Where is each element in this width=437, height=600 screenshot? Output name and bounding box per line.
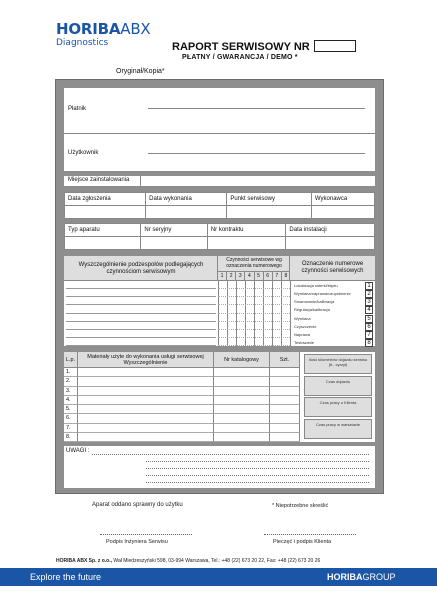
operations-row-line: [66, 321, 216, 322]
user-section: [64, 133, 375, 171]
handed-over-text: Aparat oddano sprawny do użytku: [92, 502, 183, 508]
remarks-line[interactable]: [146, 482, 369, 483]
install-date-text: Data instalacji: [289, 226, 327, 233]
workshop-time-box[interactable]: Czas pracy w warsztacie: [304, 419, 372, 439]
remarks-line[interactable]: [146, 461, 369, 462]
tagline: Explore the future: [30, 572, 102, 582]
lp-header: L.p.: [64, 352, 78, 368]
materials-desc-field[interactable]: [78, 414, 214, 423]
legend-label: Lokalizacja usterki/błędu: [294, 283, 338, 288]
legend-number-box: 1: [365, 282, 373, 290]
serial-number-field[interactable]: [141, 237, 207, 250]
operations-desc-header-text: Wyszczególnienie podzespołów podlegających czynnościom serwisowym: [78, 262, 204, 275]
quantity-field[interactable]: [270, 424, 300, 433]
device-type-label: [65, 224, 141, 237]
service-point-text: Punkt serwisowy: [230, 195, 275, 202]
operation-number-1: 1: [220, 273, 224, 279]
operation-number-4: 4: [244, 272, 253, 280]
operations-number-row: [218, 271, 290, 280]
quantity-field[interactable]: [270, 405, 300, 414]
execution-date-label: [146, 193, 227, 206]
operation-number-5: 5: [254, 272, 263, 280]
operations-check-row: [218, 304, 290, 305]
operations-grid[interactable]: [64, 281, 290, 346]
legend-number-box: 3: [365, 298, 373, 306]
company-address: [56, 558, 320, 564]
remarks-line[interactable]: [146, 468, 369, 469]
travel-time-box[interactable]: Czas dojazdu: [304, 376, 372, 396]
catalog-number-field[interactable]: [214, 424, 270, 433]
quantity-field[interactable]: [270, 433, 300, 442]
materials-row-number: 6.: [64, 414, 78, 423]
operations-check-row: [218, 345, 290, 346]
legend-label: Smarowanie/kalibracja: [294, 299, 335, 305]
payer-label: Płatnik: [68, 106, 87, 112]
operations-check-row: [218, 321, 290, 322]
remarks-field[interactable]: [64, 446, 375, 488]
catalog-number-field[interactable]: [214, 387, 270, 396]
legend-label: Testowanie: [294, 339, 315, 345]
serial-number-text: Nr seryjny: [144, 226, 172, 233]
materials-table: [64, 352, 300, 442]
operation-number-3: 3: [235, 272, 244, 280]
operations-check-row: [218, 313, 290, 314]
engineer-signature-line[interactable]: [100, 534, 192, 535]
materials-row-number: 2.: [64, 377, 78, 386]
user-label: Użytkownik: [68, 150, 99, 156]
materials-row-number: 7.: [64, 424, 78, 433]
quantity-field[interactable]: [270, 396, 300, 405]
dates-table: [64, 192, 375, 219]
technician-label: [311, 193, 374, 206]
operations-legend-header: [290, 256, 375, 281]
operations-row-line: [66, 337, 216, 338]
logo-wordmark: [56, 22, 151, 37]
legend-label: Wymiana: [294, 315, 311, 321]
operations-check-row: [218, 296, 290, 297]
catalog-number-field[interactable]: [214, 414, 270, 423]
materials-row-number: 1.: [64, 368, 78, 377]
operation-number-8: 8: [281, 272, 290, 280]
operations-check-row: [218, 329, 290, 330]
original-copy-label: Oryginał/Kopia*: [116, 68, 165, 75]
legend-label: Naprawa: [294, 331, 311, 337]
operations-row-line: [66, 329, 216, 330]
operations-row-line: [66, 304, 216, 305]
horiba-abx-logo: [56, 22, 151, 48]
materials-desc-field[interactable]: [78, 396, 214, 405]
contract-number-label: [207, 224, 286, 237]
legend-number-box: 7: [365, 331, 373, 339]
operation-number-6: 6: [263, 272, 272, 280]
serial-number-label: [141, 224, 207, 237]
operations-row-line: [66, 313, 216, 314]
report-subtitle: PŁATNY / GWARANCJA / DEMO *: [182, 54, 298, 61]
group-text: GROUP: [362, 572, 396, 582]
company-name: HORIBA ABX Sp. z o.o.,: [56, 558, 113, 564]
remarks-label: UWAGI :: [66, 448, 90, 454]
operations-check-row: [218, 288, 290, 289]
device-table: [64, 223, 375, 250]
legend-number-box: 5: [365, 315, 373, 323]
materials-row-number: 5.: [64, 405, 78, 414]
legend-label: Regulacja/kalibracja: [294, 307, 330, 313]
catalog-number-field[interactable]: [214, 433, 270, 442]
operations-legend: [290, 281, 375, 346]
technician-text: Wykonawca: [314, 195, 348, 202]
service-point-field[interactable]: [227, 206, 312, 219]
install-location-label: Miejsce zainstalowania: [68, 177, 130, 183]
execution-date-text: Data wykonania: [149, 195, 192, 202]
horiba-group-logo: [327, 572, 396, 582]
materials-desc-field[interactable]: [78, 387, 214, 396]
logo-suffix-text: ABX: [120, 20, 151, 38]
legend-number-box: 8: [365, 339, 373, 347]
operation-number-7: 7: [272, 272, 281, 280]
catalog-number-header: Nr katalogowy: [214, 352, 270, 368]
materials-desc-field[interactable]: [78, 405, 214, 414]
operation-number-2: 2: [226, 272, 235, 280]
install-date-field[interactable]: [286, 237, 375, 250]
catalog-number-field[interactable]: [214, 405, 270, 414]
technician-field[interactable]: [311, 206, 374, 219]
client-work-time-box[interactable]: Czas pracy u Klienta: [304, 397, 372, 417]
materials-desc-field[interactable]: [78, 433, 214, 442]
group-bold-text: HORIBA: [327, 572, 363, 582]
operations-numbered-header: [218, 256, 290, 281]
materials-desc-field[interactable]: [78, 368, 214, 377]
operations-numbered-header-text: Czynności serwisowe wg oznaczenia numerowego: [226, 257, 282, 269]
legend-label: Wymiana/naprawa/uzupełnienie: [294, 291, 351, 297]
legend-number-box: 4: [365, 306, 373, 314]
materials-desc-field[interactable]: [78, 424, 214, 433]
quantity-field[interactable]: [270, 387, 300, 396]
materials-desc-header: Materiały użyte do wykonania usługi serwisowej Wyszczególnienie: [78, 352, 214, 368]
remarks-section: [64, 446, 375, 488]
service-point-label: [227, 193, 312, 206]
operations-row-line: [66, 296, 216, 297]
device-type-field[interactable]: [65, 237, 141, 250]
client-signature-label: Pieczęć i podpis Klienta: [273, 539, 332, 545]
materials-row-number: 3.: [64, 387, 78, 396]
quantity-field[interactable]: [270, 368, 300, 377]
materials-section: [64, 352, 375, 442]
materials-row-number: 8.: [64, 433, 78, 442]
payer-field[interactable]: [148, 108, 365, 109]
catalog-number-field[interactable]: [214, 377, 270, 386]
logo-main-text: HORIBA: [56, 20, 121, 38]
legend-number-box: 2: [365, 290, 373, 298]
execution-date-field[interactable]: [146, 206, 227, 219]
user-field[interactable]: [148, 153, 365, 154]
install-date-label: [286, 224, 375, 237]
quantity-field[interactable]: [270, 414, 300, 423]
contract-number-field[interactable]: [207, 237, 286, 250]
client-signature-line[interactable]: [264, 534, 356, 535]
report-number-field[interactable]: [314, 40, 356, 52]
legend-label: Czyszczenie: [294, 323, 317, 329]
install-location-section: [64, 176, 375, 186]
catalog-number-field[interactable]: [214, 396, 270, 405]
quantity-field[interactable]: [270, 377, 300, 386]
operations-desc-header: [64, 256, 218, 281]
operations-row-line: [66, 345, 216, 346]
catalog-number-field[interactable]: [214, 368, 270, 377]
report-date-field[interactable]: [65, 206, 146, 219]
operations-section: [64, 256, 375, 346]
report-title: RAPORT SERWISOWY NR: [172, 41, 310, 53]
remarks-line[interactable]: [92, 454, 369, 455]
strike-note: * Niepotrzebne skreślić: [272, 503, 329, 509]
logo-diagnostics-text: Diagnostics: [56, 38, 109, 48]
engineer-signature-label: Podpis Inżyniera Serwisu: [106, 539, 168, 545]
quantity-header: Szt.: [270, 352, 300, 368]
report-date-label: [65, 193, 146, 206]
device-type-text: Typ aparatu: [68, 226, 100, 233]
operations-check-row: [218, 337, 290, 338]
service-report-form: [55, 79, 384, 494]
company-contact: Wał Miedzeszyński 598, 03-994 Warszawa, Tel.: +48 (22) 673 20 22, Fax: +48 (22) 673 20 26: [112, 558, 321, 564]
contract-number-text: Nr kontraktu: [210, 226, 244, 233]
operations-row-line: [66, 288, 216, 289]
operations-legend-header-text: Oznaczenie numerowe czynności serwisowych: [301, 261, 364, 274]
report-date-text: Data zgłoszenia: [68, 195, 111, 202]
legend-number-box: 6: [365, 323, 373, 331]
time-summary-panel: [304, 354, 372, 440]
materials-row-number: 4.: [64, 396, 78, 405]
travel-distance-box[interactable]: Ilość kilometrów dojazdu serwisu (tl.- cyrzył): [304, 354, 372, 374]
install-location-field[interactable]: [140, 176, 375, 186]
materials-desc-field[interactable]: [78, 377, 214, 386]
remarks-line[interactable]: [146, 475, 369, 476]
